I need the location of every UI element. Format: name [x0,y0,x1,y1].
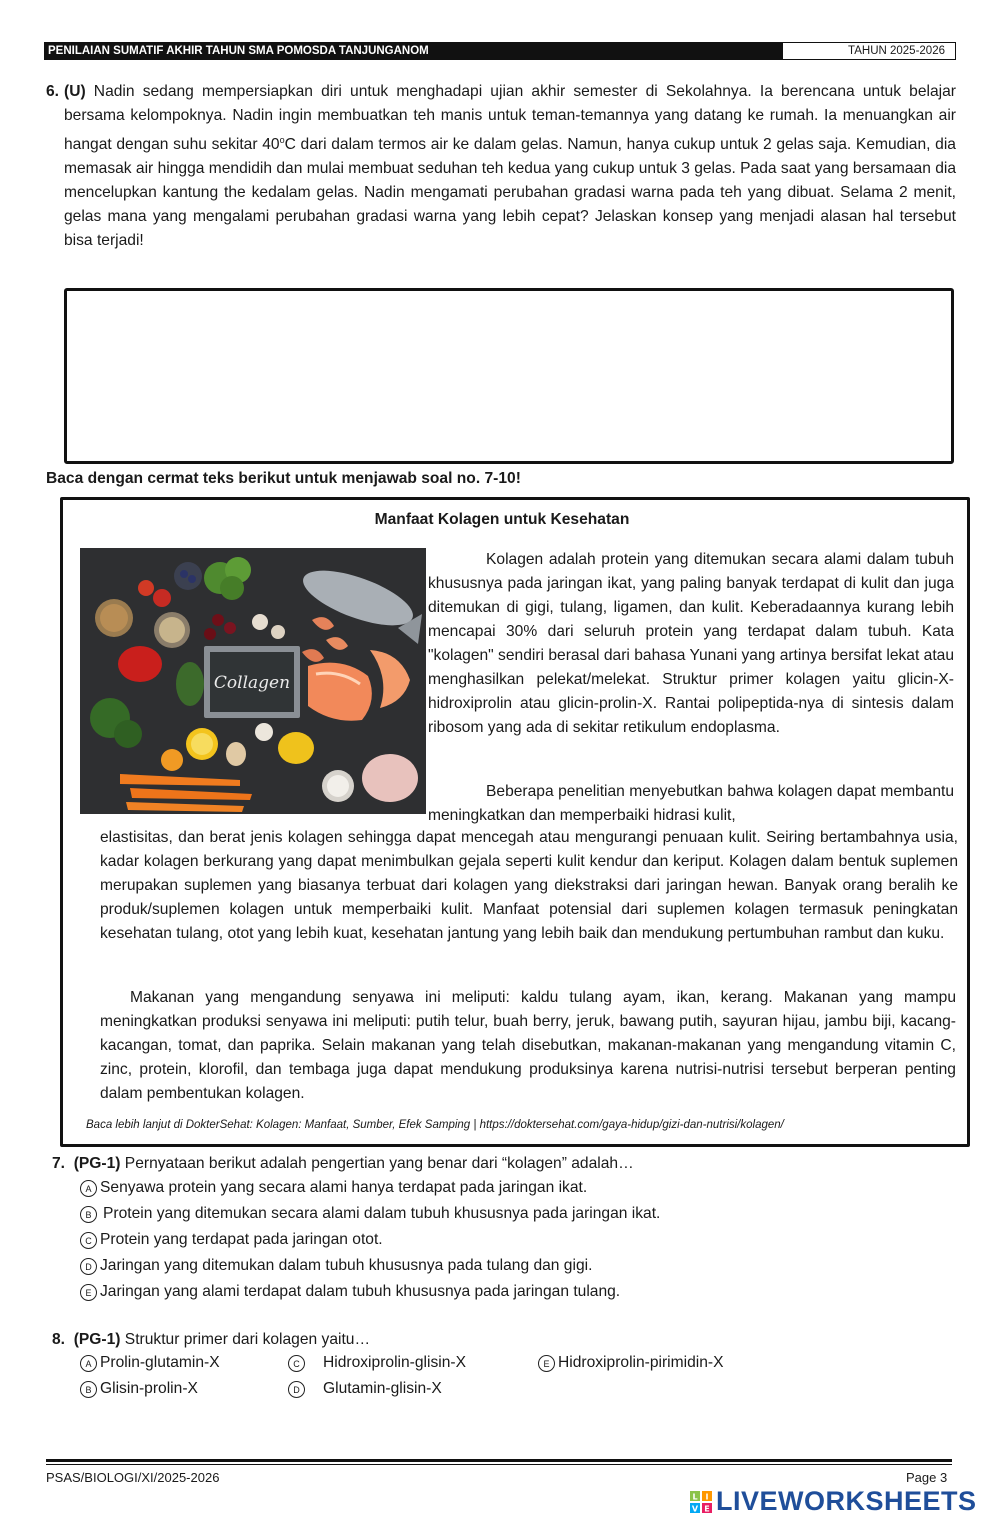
footer-code: PSAS/BIOLOGI/XI/2025-2026 [46,1470,220,1485]
q7-option-e[interactable] [80,1283,620,1301]
question-stem: Struktur primer dari kolagen yaitu… [120,1331,371,1348]
q8-option-e[interactable] [538,1354,724,1372]
q7-option-d[interactable] [80,1257,592,1275]
footer-rule [46,1459,952,1462]
question-text-part-2: C dari dalam termos air ke dalam gelas. Namun, hanya cukup untuk 2 gelas saja. Kemudian, dia memasak air hingga mendidih dan mulai membuat seduhan teh kedua yang cukup untuk 3 gelas. Pada saat yang bersamaan dia mencelupkan kantung the kedalam gelas. Nadin mengamati perubahan gradasi warna pada teh yang dibuat. Selama 2 menit, gelas mana yang mengalami perubahan gradasi warna yang lebih cepat? Jelaskan konsep yang menjadi alasan hal tersebut bisa terjadi! [64,136,957,250]
question-number: 7. [52,1155,66,1172]
question-text-part-1: Nadin sedang mempersiapkan diri untuk menghadapi ujian akhir semester di Sekolahnya. Ia berencana untuk belajar bersama kelompoknya. Nadin ingin membuatkan teh manis untuk teman-temannya yang datang ke rumah. Ia menuangkan air hangat dengan suhu sekitar 40 [64,83,956,154]
header-year: TAHUN 2025-2026 [782,42,956,60]
option-letter-circle[interactable]: E [80,1284,97,1301]
collagen-foods-photo [80,548,426,814]
option-letter-circle[interactable]: E [538,1355,555,1372]
question-stem: Pernyataan berikut adalah pengertian yang benar dari “kolagen” adalah… [120,1155,634,1172]
option-text: Hidroxiprolin-pirimidin-X [558,1354,724,1371]
paragraph-3-text: Makanan yang mengandung senyawa ini meliputi: kaldu tulang ayam, ikan, kerang. Makanan yang mampu meningkatkan produksi senyawa ini meliputi: putih telur, buah berry, jeruk, bawang putih, sayuran hijau, jambu biji, kacang-kacangan, tomat, dan paprika. Selain makanan yang telah disebutkan, makanan-makanan yang mengandung vitamin C, zinc, protein, klorofil, dan tembaga juga dapat mendukung produksinya karena nutrisi-nutrisi tersebut berperan penting dalam pembentukan kolagen. [100,989,956,1102]
option-letter-circle[interactable]: C [80,1232,97,1249]
brand-wordmark: LIVEWORKSHEETS [716,1486,977,1516]
option-text: Jaringan yang alami terdapat dalam tubuh khususnya pada jaringan tulang. [100,1283,621,1300]
question-7 [52,1153,952,1175]
question-6 [46,80,956,253]
chalkboard-label: Collagen [213,673,291,693]
option-text: Hidroxiprolin-glisin-X [323,1354,466,1371]
option-text: Glutamin-glisin-X [323,1380,442,1397]
option-letter-circle[interactable]: B [80,1381,97,1398]
question-text [64,80,956,253]
q7-option-a[interactable] [80,1179,587,1197]
svg-text:I: I [705,1492,709,1501]
question-tag: (PG-1) [73,1155,121,1172]
reading-paragraph-1 [428,548,954,740]
option-text: Glisin-prolin-X [100,1380,198,1397]
answer-box-q6[interactable] [64,288,954,464]
q8-option-d[interactable] [288,1380,442,1398]
reading-paragraph-2-start [428,780,954,828]
question-number: 6. [46,83,60,100]
option-letter-circle[interactable]: C [288,1355,305,1372]
option-letter-circle[interactable]: D [288,1381,305,1398]
question-tag: (PG-1) [73,1331,121,1348]
question-tag: (U) [64,83,86,100]
q7-option-c[interactable] [80,1231,383,1249]
paragraph-1-text: Kolagen adalah protein yang ditemukan secara alami dalam tubuh khususnya pada jaringan ikat, yang paling banyak terdapat di kulit dan juga ditemukan di gigi, tulang, ligamen, dan kulit. Keberadaannya kurang lebih mencapai 30% dari seluruh protein yang terdapat dalam tubuh. Kata "kolagen" sendiri berasal dari bahasa Yunani yang artinya bersifat lekat atau menghasilkan pelekat/melekat. Struktur primer kolagen yaitu glicin-X-hidroxiprolin atau glicin-prolin-X. Rantai polipeptida-nya di sintesis dalam ribosom yang ada di sekitar retikulum endoplasma. [428,551,954,736]
option-text: Protein yang ditemukan secara alami dalam tubuh khususnya pada jaringan ikat. [103,1205,661,1222]
q8-option-b[interactable] [80,1380,198,1398]
reading-source: Baca lebih lanjut di DokterSehat: Kolagen: Manfaat, Sumber, Efek Samping | https://doktersehat.com/gaya-hidup/gizi-dan-nutrisi/kolagen/ [86,1119,784,1131]
header-title: PENILAIAN SUMATIF AKHIR TAHUN SMA POMOSDA TANJUNGANOM [44,42,782,60]
svg-text:E: E [704,1504,710,1513]
page-number: Page 3 [906,1470,948,1485]
question-number: 8. [52,1331,66,1348]
reading-title: Manfaat Kolagen untuk Kesehatan [374,511,630,528]
option-text: Protein yang terdapat pada jaringan otot. [100,1231,383,1248]
option-letter-circle[interactable]: A [80,1180,97,1197]
option-letter-circle[interactable]: D [80,1258,97,1275]
paragraph-2-start-text: Beberapa penelitian menyebutkan bahwa kolagen dapat membantu meningkatkan dan memperbaiki hidrasi kulit, [428,783,954,824]
q8-option-c[interactable] [288,1354,466,1372]
q8-option-a[interactable] [80,1354,220,1372]
option-text: Senyawa protein yang secara alami hanya terdapat pada jaringan ikat. [100,1179,588,1196]
liveworksheets-brand[interactable] [690,1486,977,1517]
option-text: Jaringan yang ditemukan dalam tubuh khususnya pada tulang dan gigi. [100,1257,593,1274]
svg-text:L: L [692,1492,698,1501]
reading-paragraph-2-rest: elastisitas, dan berat jenis kolagen sehingga dapat mencegah atau mengurangi penuaan kulit. Seiring bertambahnya usia, kadar kolagen berkurang yang dapat menimbulkan gejala seperti kulit kendur dan keriput. Kolagen dalam bentuk suplemen merupakan suplemen yang biasanya terbuat dari kolagen yang diekstraksi dari jaringan hewan. Banyak orang beralih ke produk/suplemen kolagen untuk memperbaiki kulit. Manfaat potensial dari suplemen kolagen termasuk peningkatan kesehatan tulang, otot yang lebih kuat, kesehatan jantung yang lebih baik dan mendukung pertumbuhan rambut dan kuku. [100,829,958,942]
option-letter-circle[interactable]: A [80,1355,97,1372]
footer-rule-thin [46,1464,952,1465]
reading-paragraph-3 [100,986,956,1106]
page-header [44,42,956,60]
degree-sign: o [279,135,285,145]
option-text: Prolin-glutamin-X [100,1354,220,1371]
question-8 [52,1329,952,1351]
q7-option-b[interactable] [80,1205,660,1223]
option-letter-circle[interactable]: B [80,1206,97,1223]
svg-text:V: V [691,1504,699,1513]
reading-instruction: Baca dengan cermat teks berikut untuk menjawab soal no. 7-10! [46,470,521,487]
liveworksheets-logo-icon [690,1491,712,1513]
